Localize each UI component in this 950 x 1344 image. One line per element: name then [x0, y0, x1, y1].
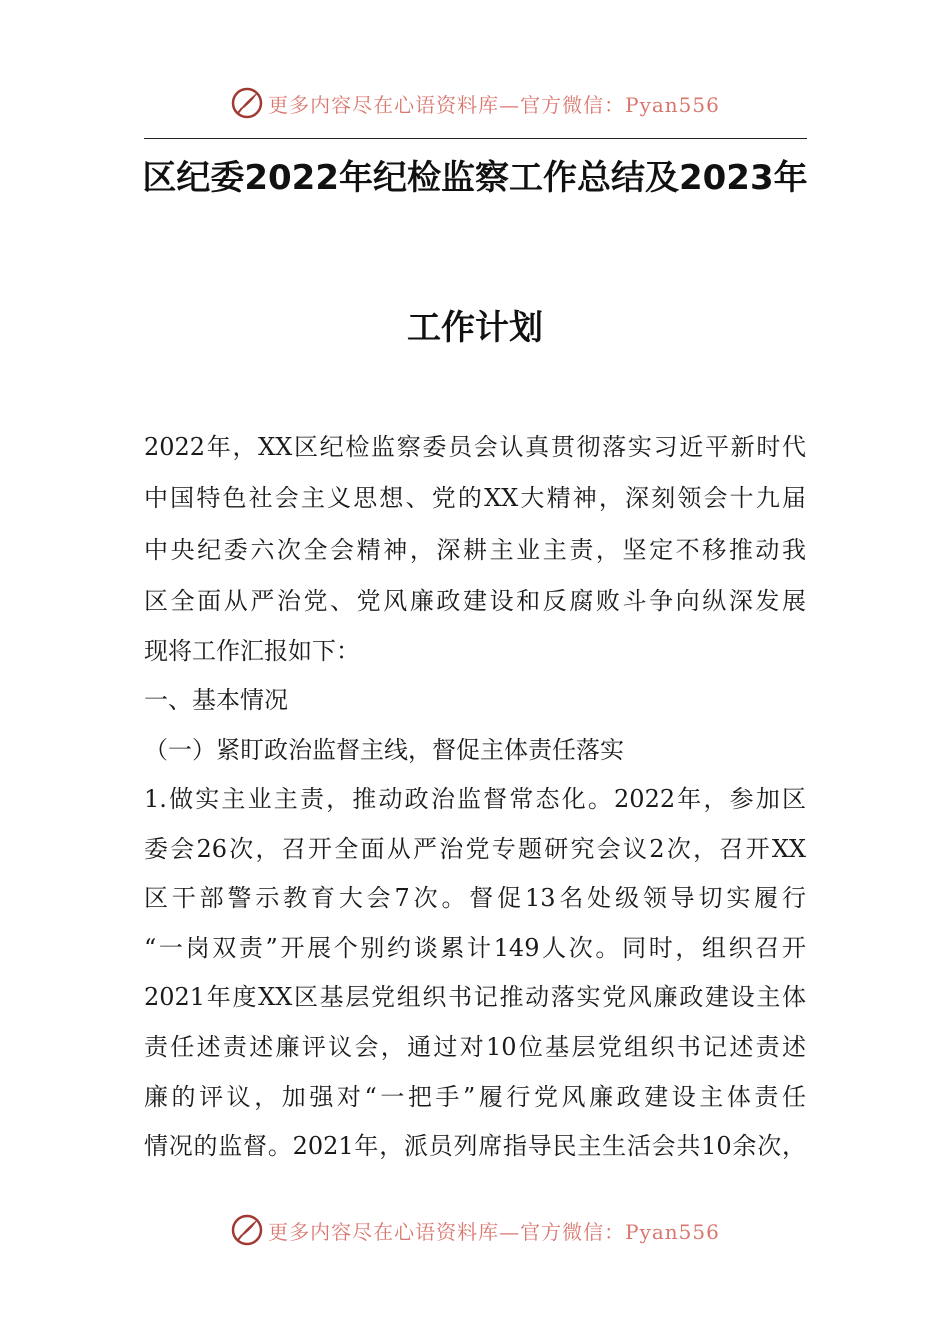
header-divider	[144, 138, 807, 139]
watermark-text: 更多内容尽在心语资料库—官方微信：Pyan556	[268, 1219, 720, 1244]
body-line: 中央纪委六次全会精神，深耕主业主责，坚定不移推动我	[144, 536, 806, 564]
section-heading: 一、基本情况	[144, 686, 288, 714]
body-line: 1.做实主业主责，推动政治监督常态化。2022年，参加区	[144, 785, 806, 813]
document-title-line-1: 区纪委2022年纪检监察工作总结及2023年	[142, 158, 808, 198]
body-line: 区干部警示教育大会7次。督促13名处级领导切实履行	[144, 884, 806, 912]
body-line: 区全面从严治党、党风廉政建设和反腐败斗争向纵深发展	[144, 587, 806, 615]
subsection-heading: （一）紧盯政治监督主线，督促主体责任落实	[144, 736, 624, 764]
body-line: 2021年度XX区基层党组织书记推动落实党风廉政建设主体	[144, 983, 806, 1011]
body-line: 中国特色社会主义思想、党的XX大精神，深刻领会十九届	[144, 484, 806, 512]
body-line: 廉的评议，加强对“一把手”履行党风廉政建设主体责任	[144, 1083, 806, 1111]
body-line: 责任述责述廉评议会，通过对10位基层党组织书记述责述	[144, 1033, 806, 1061]
body-line: 现将工作汇报如下：	[144, 637, 360, 665]
footer-watermark	[0, 1208, 950, 1252]
body-line: 情况的监督。2021年，派员列席指导民主生活会共10余次，	[144, 1132, 806, 1160]
feather-pen-logo-icon	[230, 1213, 264, 1247]
body-line: 2022年，XX区纪检监察委员会认真贯彻落实习近平新时代	[144, 433, 806, 461]
body-line: 委会26次，召开全面从严治党专题研究会议2次，召开XX	[144, 835, 806, 863]
header-watermark	[0, 81, 950, 125]
document-title-line-2: 工作计划	[407, 308, 543, 348]
feather-pen-logo-icon	[230, 86, 264, 120]
watermark-text: 更多内容尽在心语资料库—官方微信：Pyan556	[268, 92, 720, 117]
body-line: “一岗双责”开展个别约谈累计149人次。同时，组织召开	[144, 934, 806, 962]
